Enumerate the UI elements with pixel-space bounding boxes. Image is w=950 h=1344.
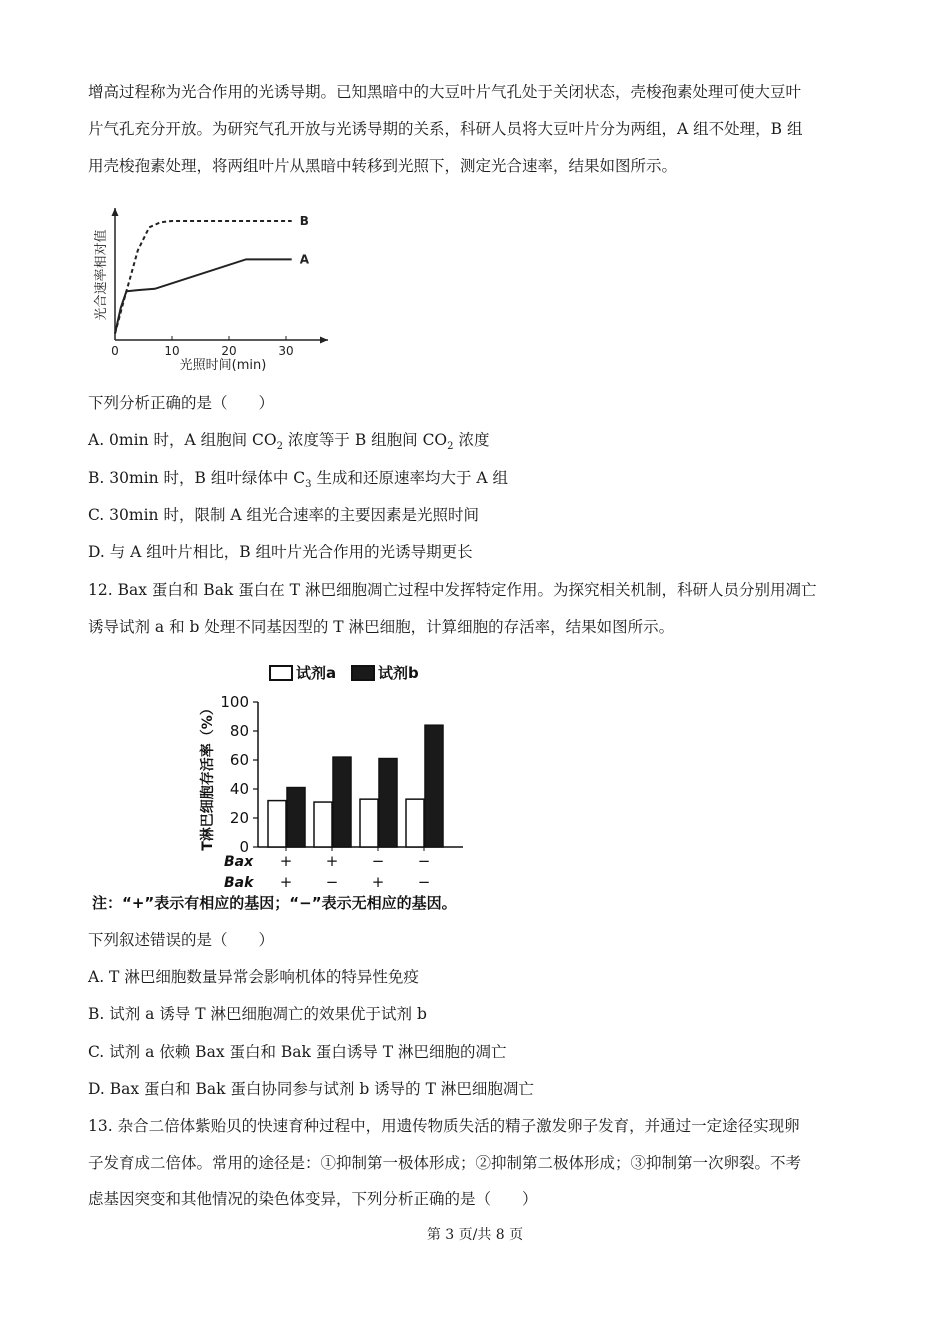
q11-option-c: C. 30min 时，限制 A 组光合速率的主要因素是光照时间 <box>88 506 479 524</box>
q12-line-1: 12. Bax 蛋白和 Bak 蛋白在 T 淋巴细胞凋亡过程中发挥特定作用。为探究相关机制，科研人员分别用凋亡 <box>88 581 817 599</box>
legend-label-b: 试剂b <box>378 664 419 682</box>
bak-genotype-mark: − <box>417 873 431 891</box>
y-axis-arrow-icon <box>112 208 119 216</box>
bak-genotype-mark: − <box>325 873 339 891</box>
bar-b-3 <box>379 759 397 847</box>
q11-option-b: B. 30min 时，B 组叶绿体中 $C_3$ 生成和还原速率均大于 A 组 <box>88 469 508 491</box>
q12-line-2: 诱导试剂 a 和 b 处理不同基因型的 T 淋巴细胞，计算细胞的存活率，结果如图所示。 <box>88 618 675 636</box>
q13-line-2: 子发育成二倍体。常用的途径是：①抑制第一极体形成；②抑制第二极体形成；③抑制第一次卵裂。不考 <box>88 1154 802 1172</box>
row-label-bax: Bax <box>224 854 254 870</box>
intro-line-1: 增高过程称为光合作用的光诱导期。已知黑暗中的大豆叶片气孔处于关闭状态，壳梭孢素处理可使大豆叶 <box>88 83 802 101</box>
q13-line-1: 13. 杂合二倍体紫贻贝的快速育种过程中，用遗传物质失活的精子激发卵子发育，并通过一定途径实现卵 <box>88 1117 800 1135</box>
bar-b-1 <box>287 788 305 847</box>
bar-b-4 <box>425 725 443 847</box>
q11-option-a: A. 0min 时，A 组胞间 $CO_2$ 浓度等于 B 组胞间 $CO_2$ 浓度 <box>88 431 490 453</box>
bar-chart-y-tick-label: 40 <box>229 780 249 798</box>
legend-swatch-a <box>270 666 292 680</box>
series-A-line <box>115 259 292 333</box>
bar-chart-y-tick-label: 20 <box>229 809 249 827</box>
bar-chart-y-tick-label: 60 <box>229 751 249 769</box>
q11-stem: 下列分析正确的是（ ） <box>88 394 275 412</box>
bar-chart-y-tick-label: 100 <box>220 693 249 711</box>
line-chart-xlabel: 光照时间(min) <box>179 358 267 373</box>
bar-chart-y-tick-label: 0 <box>239 838 249 856</box>
bar-a-3 <box>360 799 378 847</box>
series-A-label: A <box>299 252 309 267</box>
line-chart-ylabel: 光合速率相对值 <box>94 229 109 321</box>
q12-option-b: B. 试剂 a 诱导 T 淋巴细胞凋亡的效果优于试剂 b <box>88 1005 427 1023</box>
q12-option-d: D. Bax 蛋白和 Bak 蛋白协同参与试剂 b 诱导的 T 淋巴细胞凋亡 <box>88 1080 534 1098</box>
photosynthesis-line-chart <box>88 200 338 375</box>
page-footer: 第 3 页/共 8 页 <box>426 1227 524 1243</box>
bar-a-4 <box>406 799 424 847</box>
line-chart-x-tick-label: 0 <box>111 344 119 358</box>
bak-genotype-mark: + <box>371 873 385 891</box>
bax-genotype-mark: + <box>325 852 339 870</box>
intro-line-2: 片气孔充分开放。为研究气孔开放与光诱导期的关系，科研人员将大豆叶片分为两组，A 组不处理，B 组 <box>88 120 803 138</box>
x-axis-arrow-icon <box>320 337 328 344</box>
series-B-label: B <box>299 213 309 228</box>
survival-bar-chart <box>88 658 608 920</box>
bar-a-2 <box>314 802 332 847</box>
bar-chart-ylabel: T淋巴细胞存活率（%） <box>200 701 216 851</box>
row-label-bak: Bak <box>224 875 254 891</box>
legend-label-a: 试剂a <box>296 664 337 682</box>
bar-chart-note: 注：“+”表示有相应的基因；“−”表示无相应的基因。 <box>92 894 457 912</box>
bar-b-2 <box>333 757 351 847</box>
bax-genotype-mark: − <box>417 852 431 870</box>
q12-option-a: A. T 淋巴细胞数量异常会影响机体的特异性免疫 <box>88 968 419 986</box>
bax-genotype-mark: − <box>371 852 385 870</box>
line-chart-x-tick-label: 30 <box>278 344 294 358</box>
bar-a-1 <box>268 801 286 847</box>
intro-line-3: 用壳梭孢素处理，将两组叶片从黑暗中转移到光照下，测定光合速率，结果如图所示。 <box>88 157 678 175</box>
q13-line-3: 虑基因突变和其他情况的染色体变异，下列分析正确的是（ ） <box>88 1190 538 1208</box>
bak-genotype-mark: + <box>279 873 293 891</box>
bax-genotype-mark: + <box>279 852 293 870</box>
line-chart-x-tick-label: 20 <box>221 344 237 358</box>
series-B-line <box>115 221 292 334</box>
q12-option-c: C. 试剂 a 依赖 Bax 蛋白和 Bak 蛋白诱导 T 淋巴细胞的凋亡 <box>88 1043 507 1061</box>
q12-stem: 下列叙述错误的是（ ） <box>88 931 275 949</box>
q11-option-d: D. 与 A 组叶片相比，B 组叶片光合作用的光诱导期更长 <box>88 543 473 561</box>
line-chart-x-tick-label: 10 <box>164 344 180 358</box>
legend-swatch-b <box>352 666 374 680</box>
bar-chart-y-tick-label: 80 <box>229 722 249 740</box>
